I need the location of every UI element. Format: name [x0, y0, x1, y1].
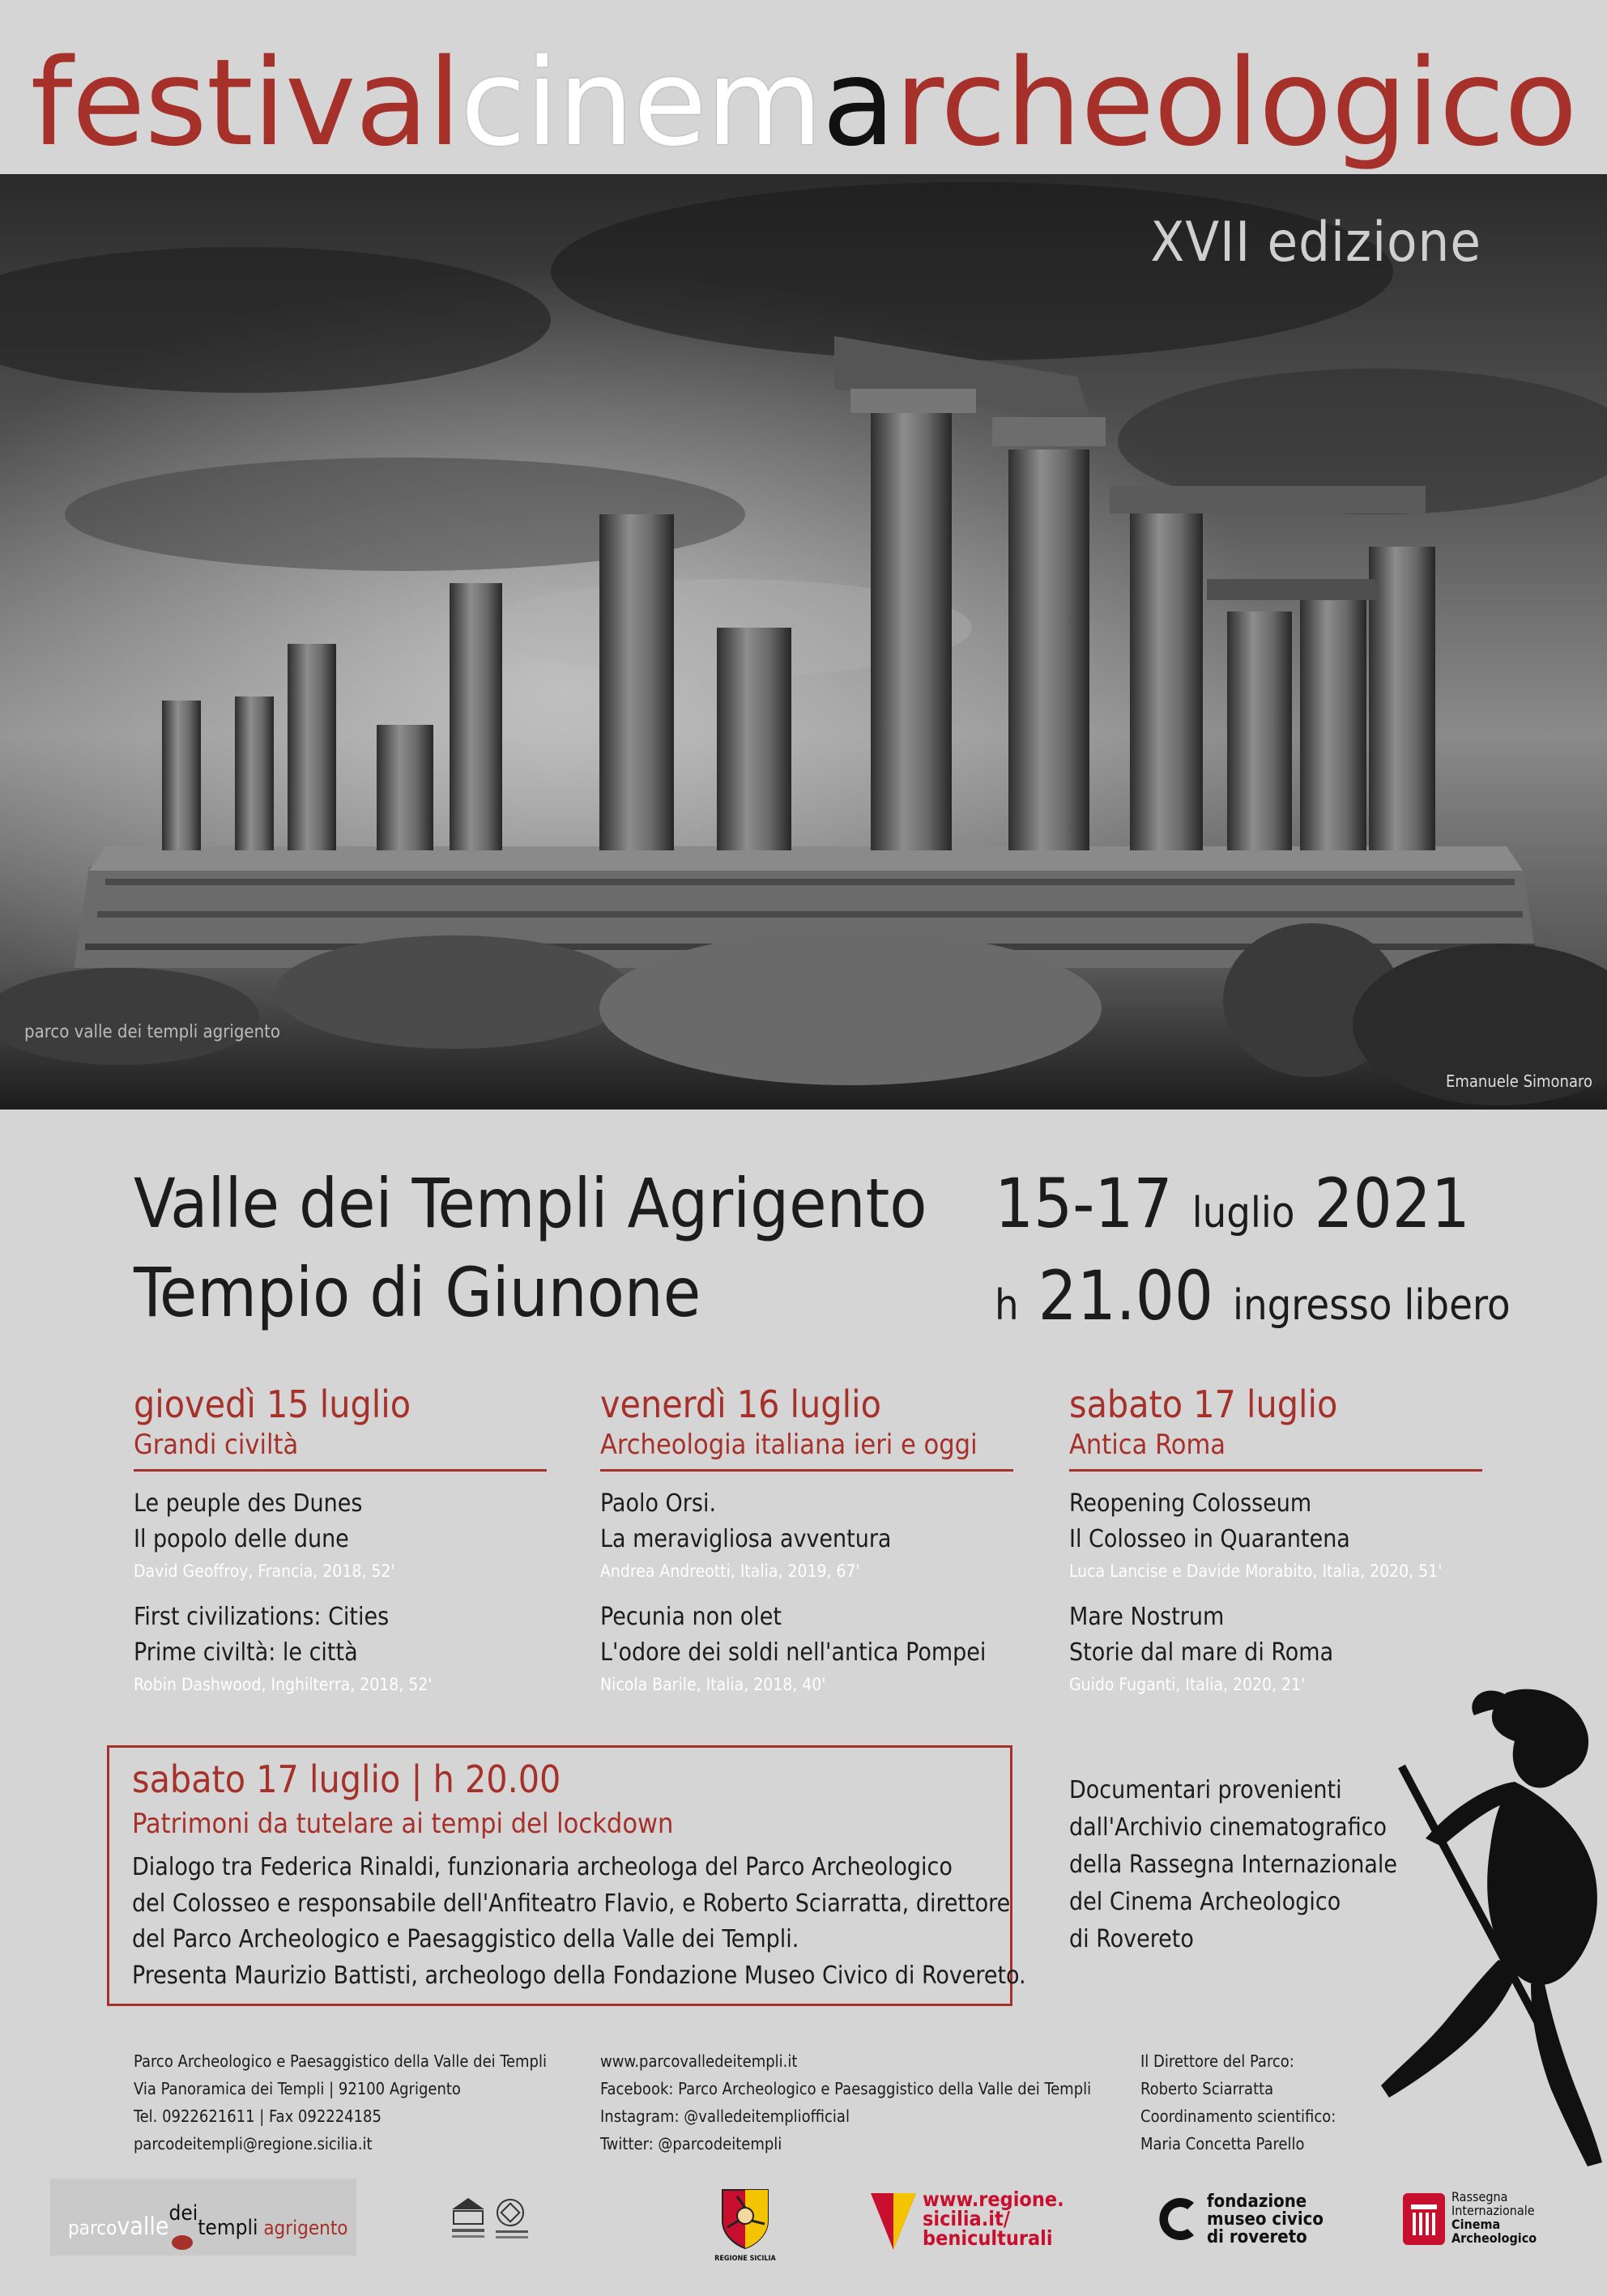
photo-watermark-logo: parco valle dei templi agrigento	[24, 1022, 281, 1042]
date-days: 15-17	[995, 1164, 1173, 1243]
day-theme: Archeologia italiana ieri e oggi	[600, 1429, 978, 1461]
temple-photo	[0, 174, 1607, 1110]
divider	[600, 1469, 1013, 1472]
doc-line: di Rovereto	[1069, 1925, 1194, 1953]
title-part-rcheologico: rcheologico	[894, 33, 1577, 173]
logo-text-parco: parco	[68, 2217, 117, 2239]
credit-line: Il Direttore del Parco:	[1140, 2051, 1294, 2071]
film-title: Mare Nostrum	[1069, 1603, 1225, 1631]
fondazione-line-2: museo civico	[1207, 2209, 1324, 2230]
venue-line-1: Valle dei Templi Agrigento	[134, 1164, 927, 1243]
entry-label: ingresso libero	[1232, 1281, 1511, 1330]
beniculturali-line-3: beniculturali	[923, 2226, 1053, 2250]
contact-address	[134, 2047, 547, 2158]
program-day-2	[600, 1382, 1013, 1713]
event-line: del Parco Archeologico e Paesaggistico della Valle dei Templi.	[132, 1925, 799, 1953]
time-h: h	[995, 1281, 1019, 1330]
time-entry	[995, 1255, 1511, 1346]
day-heading: venerdì 16 luglio	[600, 1382, 881, 1426]
film-entry	[134, 1600, 547, 1698]
film-meta: Andrea Andreotti, Italia, 2019, 67'	[600, 1561, 860, 1581]
film-title-it: Storie dal mare di Roma	[1069, 1638, 1334, 1667]
day-theme: Grandi civiltà	[134, 1429, 299, 1461]
twitter-link[interactable]: Twitter: @parcodeitempli	[600, 2134, 782, 2153]
contact-line: Tel. 0922621611 | Fax 092224185	[134, 2106, 382, 2126]
title-part-festival: festival	[30, 33, 461, 173]
program-day-1	[134, 1382, 547, 1713]
logo-text-agrigento: agrigento	[263, 2217, 348, 2239]
day-theme: Antica Roma	[1069, 1429, 1226, 1461]
film-title-it: Il Colosseo in Quarantena	[1069, 1525, 1350, 1553]
film-title-it: Il popolo delle dune	[134, 1525, 349, 1553]
photo-credit: Emanuele Simonaro	[1446, 1071, 1592, 1091]
film-entry	[134, 1486, 547, 1585]
day-heading: sabato 17 luglio	[1069, 1382, 1338, 1426]
film-title: Reopening Colosseum	[1069, 1489, 1312, 1518]
doc-line: dall'Archivio cinematografico	[1069, 1813, 1387, 1842]
film-title-it: L'odore dei soldi nell'antica Pompei	[600, 1638, 987, 1667]
special-event-description	[132, 1850, 1026, 1994]
film-title: Le peuple des Dunes	[134, 1489, 363, 1518]
crab-icon	[172, 2235, 193, 2250]
contact-email[interactable]: parcodeitempli@regione.sicilia.it	[134, 2134, 373, 2153]
parco-valle-templi-logo	[50, 2179, 356, 2256]
special-event-subtitle: Patrimoni da tutelare ai tempi del lockdown	[132, 1808, 674, 1840]
rassegna-line-4: Archeologico	[1451, 2230, 1537, 2246]
doc-line: della Rassegna Internazionale	[1069, 1851, 1397, 1879]
contact-line: Parco Archeologico e Paesaggistico della Valle dei Templi	[134, 2051, 547, 2071]
facebook-link[interactable]: Facebook: Parco Archeologico e Paesaggistico della Valle dei Templi	[600, 2079, 1092, 2098]
film-title: Paolo Orsi.	[600, 1489, 717, 1518]
film-entry	[600, 1600, 1013, 1698]
event-line: Dialogo tra Federica Rinaldi, funzionaria archeologa del Parco Archeologico	[132, 1853, 953, 1881]
event-line: del Colosseo e responsabile dell'Anfiteatro Flavio, e Roberto Sciarratta, direttore	[132, 1889, 1011, 1918]
film-title: First civilizations: Cities	[134, 1603, 390, 1631]
fondazione-line-1: fondazione	[1207, 2192, 1307, 2212]
contact-web	[600, 2047, 1091, 2158]
regione-sicilia-logo	[713, 2185, 778, 2266]
date-year: 2021	[1314, 1164, 1470, 1243]
divider	[1069, 1469, 1482, 1472]
contact-line: Via Panoramica dei Templi | 92100 Agrigento	[134, 2079, 461, 2098]
film-meta: Robin Dashwood, Inghilterra, 2018, 52'	[134, 1675, 433, 1694]
rassegna-logo	[1403, 2190, 1565, 2263]
rassegna-line-1: Rassegna	[1451, 2189, 1508, 2204]
sponsor-logos	[0, 2179, 1607, 2276]
fondazione-museo-logo	[1158, 2190, 1324, 2255]
festival-title	[0, 32, 1607, 174]
venue-line-2: Tempio di Giunone	[134, 1253, 701, 1332]
doc-line: Documentari provenienti	[1069, 1776, 1342, 1804]
film-title-it: Prime civiltà: le città	[134, 1638, 358, 1667]
program-day-3	[1069, 1382, 1482, 1713]
title-part-cinem: cinem	[460, 33, 822, 173]
regione-sicilia-label: REGIONE SICILIA	[714, 2255, 776, 2263]
title-part-a: a	[821, 33, 895, 173]
film-entry	[600, 1486, 1013, 1585]
film-meta: David Geoffroy, Francia, 2018, 52'	[134, 1561, 395, 1581]
fondazione-c-icon	[1158, 2195, 1199, 2243]
logo-text-templi: templi	[198, 2216, 258, 2240]
trinacria-icon	[713, 2185, 778, 2250]
credit-line: Maria Concetta Parello	[1140, 2134, 1305, 2153]
credit-line: Coordinamento scientifico:	[1140, 2106, 1336, 2126]
doc-line: del Cinema Archeologico	[1069, 1888, 1341, 1916]
date-range	[995, 1163, 1470, 1254]
credit-line: Roberto Sciarratta	[1140, 2079, 1274, 2098]
time-value: 21.00	[1038, 1256, 1213, 1335]
instagram-link[interactable]: Instagram: @valledeitempliofficial	[600, 2106, 850, 2126]
beniculturali-logo	[871, 2187, 1065, 2255]
date-month: luglio	[1191, 1189, 1295, 1237]
special-event-title: sabato 17 luglio | h 20.00	[132, 1757, 561, 1801]
edition-label: XVII edizione	[1150, 211, 1481, 275]
warrior-silhouette-icon	[1345, 1676, 1607, 2170]
rassegna-line-2: Internazionale	[1451, 2203, 1535, 2218]
film-title: Pecunia non olet	[600, 1603, 782, 1631]
rassegna-icon	[1403, 2193, 1445, 2245]
film-meta: Guido Fuganti, Italia, 2020, 21'	[1069, 1675, 1306, 1694]
logo-text-valle: valle	[117, 2213, 169, 2241]
event-line: Presenta Maurizio Battisti, archeologo della Fondazione Museo Civico di Rovereto.	[132, 1961, 1026, 1990]
logo-text-dei: dei	[168, 2201, 198, 2226]
rassegna-line-3: Cinema	[1451, 2217, 1501, 2232]
beniculturali-line-2: sicilia.it/	[923, 2207, 1010, 2230]
beniculturali-line-1: www.regione.	[923, 2187, 1064, 2211]
film-meta: Nicola Barile, Italia, 2018, 40'	[600, 1675, 826, 1694]
divider	[134, 1469, 547, 1472]
day-heading: giovedì 15 luglio	[134, 1382, 411, 1426]
unesco-logo	[444, 2193, 533, 2250]
film-title-it: La meravigliosa avventura	[600, 1525, 892, 1553]
website-link[interactable]: www.parcovalledeitempli.it	[600, 2051, 798, 2071]
film-entry	[1069, 1486, 1482, 1585]
credits	[1140, 2047, 1336, 2158]
fondazione-line-3: di rovereto	[1207, 2227, 1307, 2247]
film-meta: Luca Lancise e Davide Morabito, Italia, 2020, 51'	[1069, 1561, 1443, 1581]
